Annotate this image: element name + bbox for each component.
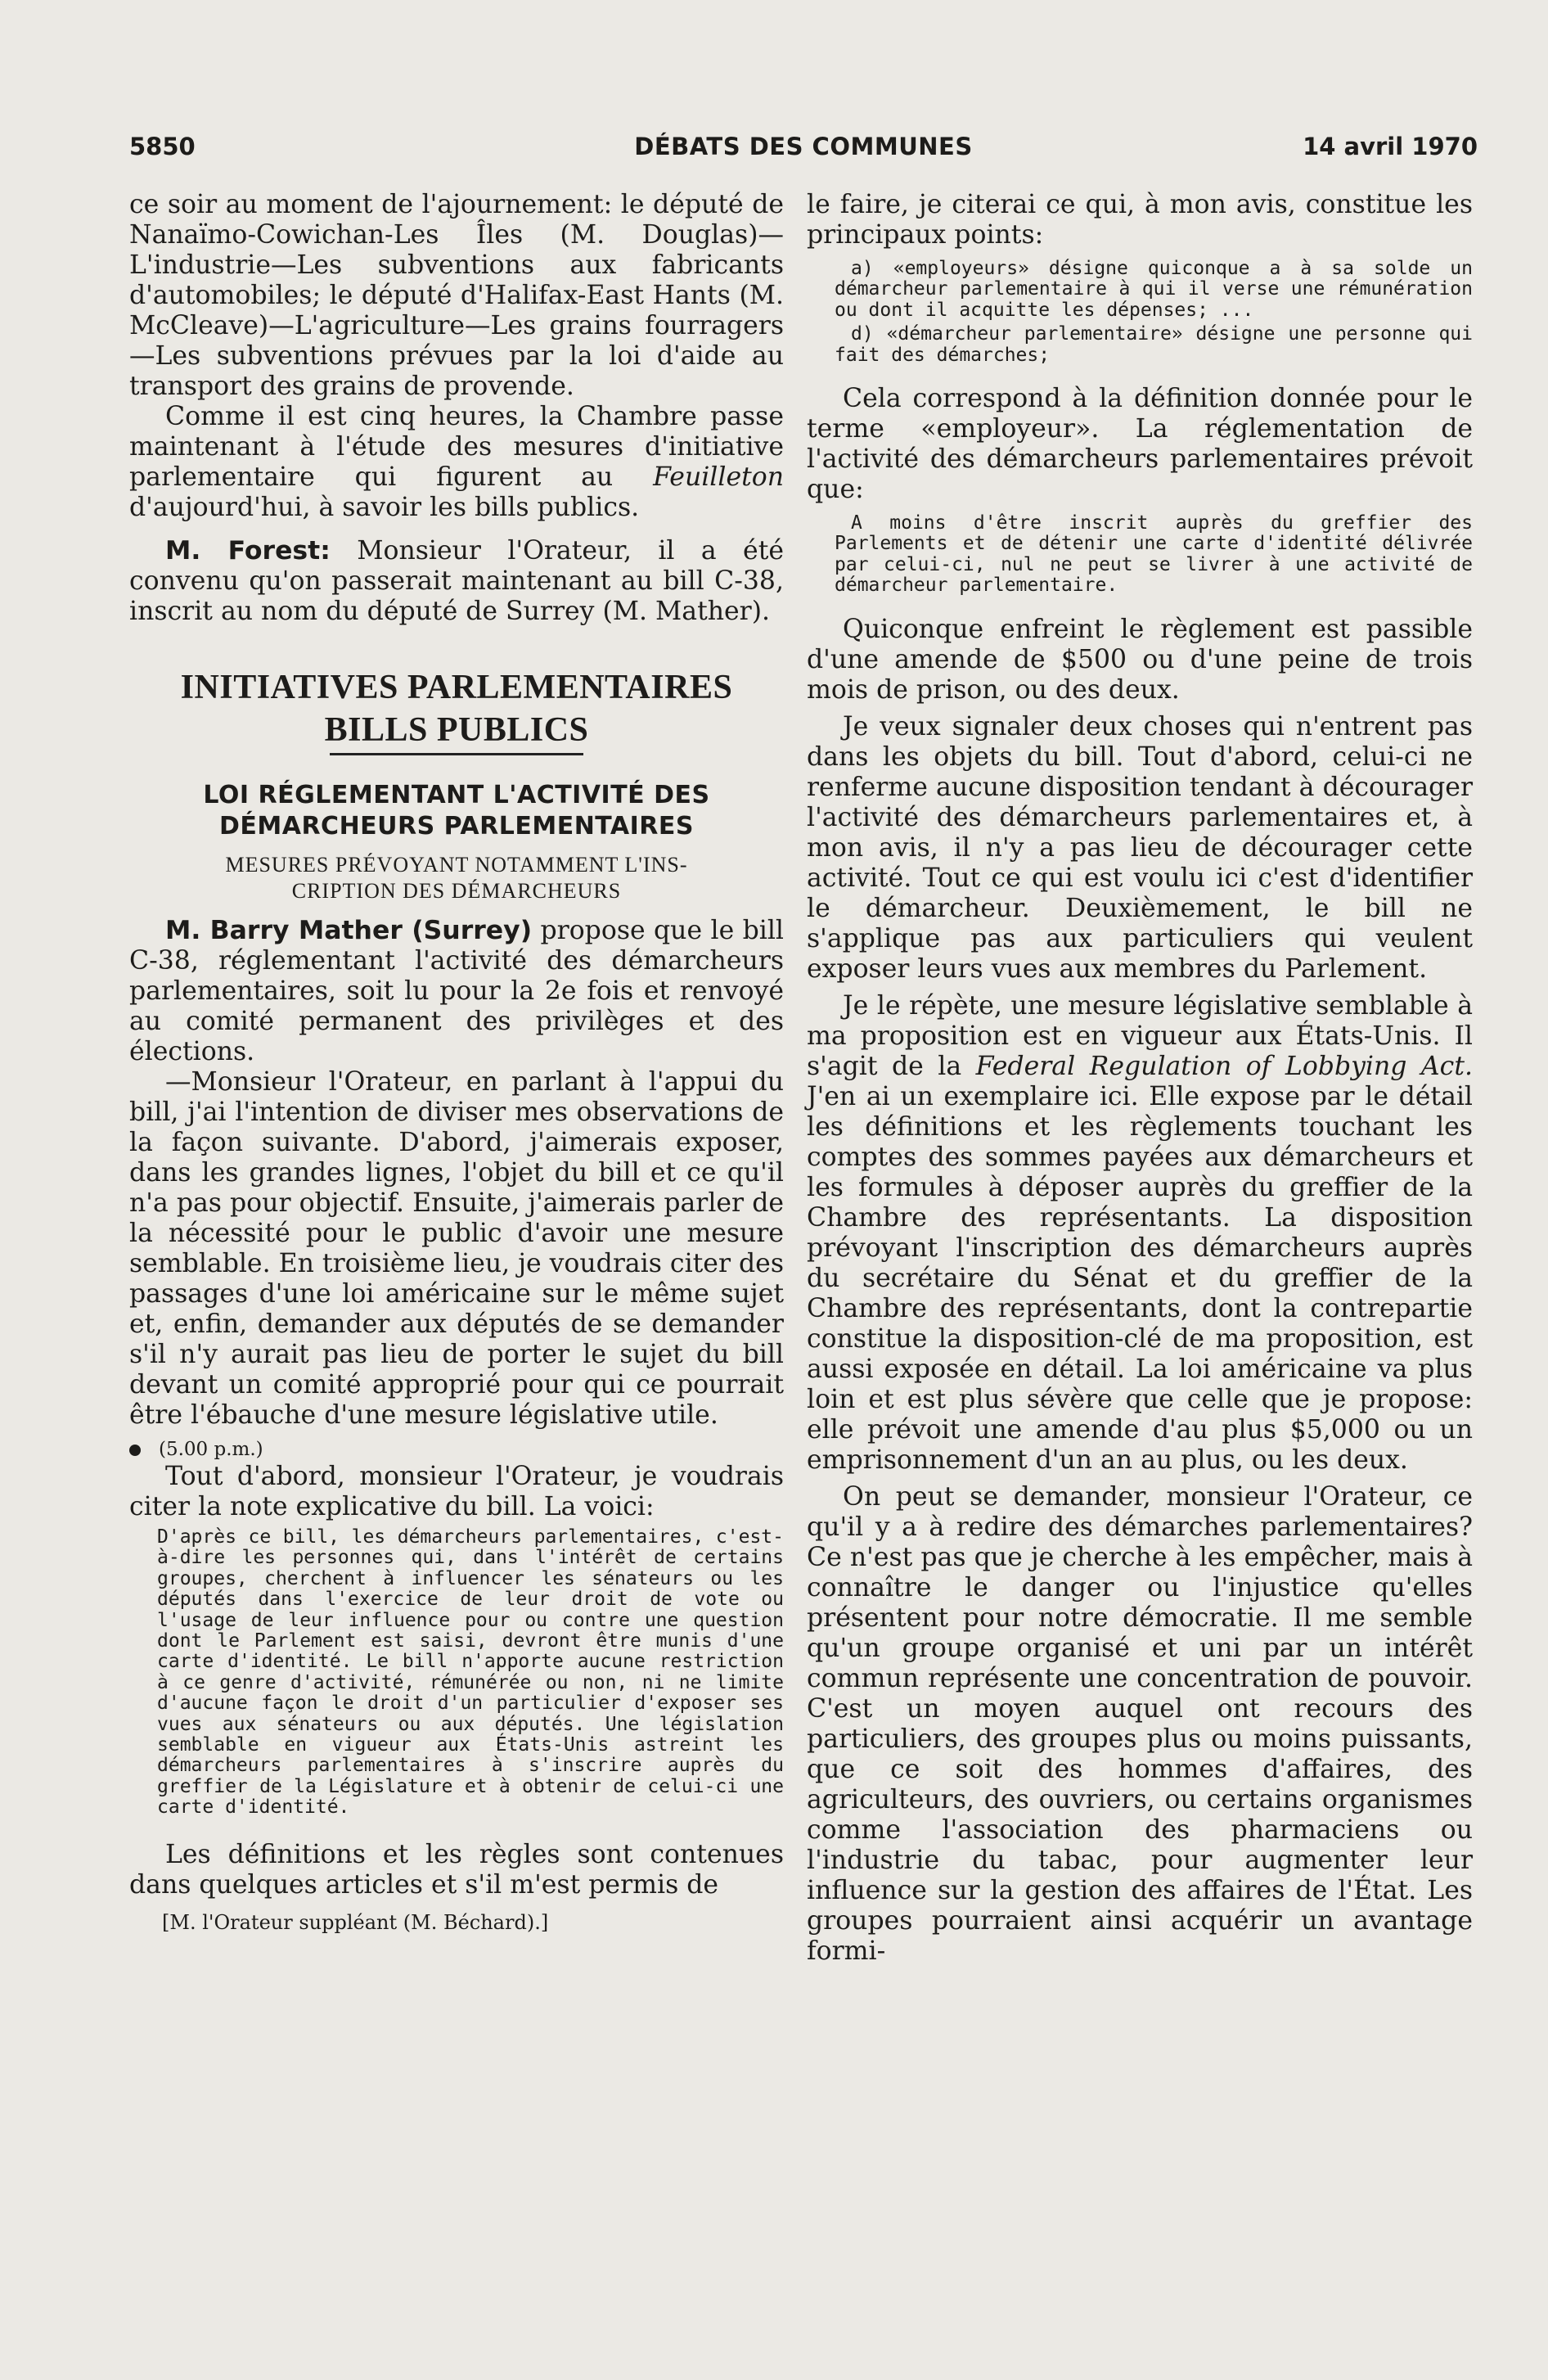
time-marker: (5.00 p.m.): [129, 1437, 784, 1462]
quoted-text: a) «employeurs» désigne quiconque a à sa solde un démarcheur parlementaire à qui il verse une rémunération ou dont il acquitte les dépenses; ...: [835, 258, 1473, 321]
paragraph: le faire, je citerai ce qui, à mon avis, constitue les principaux points:: [807, 190, 1473, 250]
footnote: [M. l'Orateur suppléant (M. Béchard).]: [162, 1910, 549, 1934]
bill-heading: DÉMARCHEURS PARLEMENTAIRES: [218, 812, 695, 841]
paragraph: [129, 536, 784, 627]
paragraph: [129, 402, 784, 523]
speaker-name: M. Forest:: [165, 536, 331, 566]
running-head: [129, 133, 1478, 175]
paragraph-text: d'aujourd'hui, à savoir les bills publics.: [129, 493, 640, 522]
publication-title: DÉBATS DES COMMUNES: [634, 133, 973, 160]
paragraph: Je veux signaler deux choses qui n'entrent pas dans les objets du bill. Tout d'abord, celui-ci ne renferme aucune disposition tendant à décourager l'activité des démarcheurs parlementaires et, à mon avis, il n'y a pas lieu de décourager cette activité. Tout ce qui est voulu ici c'est d'identifier le démarcheur. Deuxièmement, le bill ne s'applique pas aux particuliers qui veulent exposer leurs vues aux membres du Parlement.: [807, 711, 1473, 984]
left-column: [129, 190, 784, 1935]
quoted-text: A moins d'être inscrit auprès du greffier des Parlements et de détenir une carte d'identité délivrée par celui-ci, nul ne peut se livrer à une activité de démarcheur parlementaire.: [835, 512, 1473, 597]
page-number: 5850: [129, 133, 196, 160]
paragraph: —Monsieur l'Orateur, en parlant à l'appui du bill, j'ai l'intention de diviser mes observations de la façon suivante. D'abord, j'aimerais exposer, dans les grandes lignes, l'objet du bill et ce qu'il n'a pas pour objectif. Ensuite, j'aimerais parler de la nécessité pour le public d'avoir une mesure semblable. En troisième lieu, je voudrais citer des passages d'une loi américaine sur le même sujet et, enfin, demander aux députés de se demander s'il n'y aurait pas lieu de porter le sujet du bill devant un comité approprié pour qui ce pourrait être l'ébauche d'une mesure législative utile.: [129, 1067, 784, 1430]
paragraph-text: Je le répète, une mesure législative semblable à ma proposition est en vigueur aux États-Unis. Il s'agit de la: [807, 990, 1473, 1081]
paragraph: Cela correspond à la définition donnée pour le terme «employeur». La réglementation de l'activité des démarcheurs parlementaires prévoit que:: [807, 384, 1473, 505]
bill-subheading: CRIPTION DES DÉMARCHEURS: [291, 879, 622, 903]
italic-text: Feuilleton: [653, 462, 785, 492]
divider: [330, 753, 583, 755]
quoted-text: D'après ce bill, les démarcheurs parlementaires, c'est-à-dire les personnes qui, dans l'intérêt de certains groupes, cherchent à influencer les sénateurs ou les députés dans l'exercice de leur droit de vote ou l'usage de leur influence pour ou contre une question dont le Parlement est saisi, devront être munis d'une carte d'identité. Le bill n'apporte aucune restriction à ce genre d'activité, rémunérée ou non, ni ne limite d'aucune façon le droit d'un particulier d'exposer ses vues aux sénateurs ou aux députés. Une législation semblable en vigueur aux États-Unis astreint les démarcheurs parlementaires à s'inscrire auprès du greffier de la Législature et à obtenir de celui-ci une carte d'identité.: [157, 1526, 784, 1819]
paragraph-text: propose que le bill C-38, réglementant l'activité des démarcheurs parlementaires, soit lu pour la 2e fois et renvoyé au comité permanent des privilèges et des élections.: [129, 916, 785, 1066]
issue-date: 14 avril 1970: [1303, 133, 1478, 160]
speaker-name: M. Barry Mather (Surrey): [165, 916, 533, 945]
quoted-text: d) «démarcheur parlementaire» désigne une personne qui fait des démarches;: [835, 323, 1473, 366]
bill-subheading: MESURES PRÉVOYANT NOTAMMENT L'INS-: [225, 853, 688, 877]
paragraph-text: J'en ai un exemplaire ici. Elle expose par le détail les définitions et les règlements touchant les comptes des sommes payées aux démarcheurs et les formules à déposer auprès du greffier de la Chambre des représentants. La disposition prévoyant l'inscription des démarcheurs auprès du secrétaire du Sénat et du greffier de la Chambre des représentants, dont la contrepartie constitue la disposition-clé de ma proposition, est aussi exposée en détail. La loi américaine va plus loin et est plus sévère que celle que je propose: elle prévoit une amende d'au plus $5,000 ou un emprisonnement d'un an au plus, ou les deux.: [807, 1081, 1473, 1475]
paragraph-text: Comme il est cinq heures, la Chambre passe maintenant à l'étude des mesures d'initiative parlementaire qui figurent au: [129, 402, 784, 492]
paragraph: [807, 991, 1473, 1476]
paragraph: Quiconque enfreint le règlement est passible d'une amende de $500 ou d'une peine de trois mois de prison, ou des deux.: [807, 614, 1473, 705]
paragraph: On peut se demander, monsieur l'Orateur, ce qu'il y a à redire des démarches parlementaires? Ce n'est pas que je cherche à les empêcher, mais à connaître le danger ou l'injustice qu'elles présentent pour notre démocratie. Il me semble qu'un groupe organisé et uni par un intérêt commun représente une concentration de pouvoir. C'est un moyen auquel ont recours des particuliers, des groupes plus ou moins puissants, que ce soit des hommes d'affaires, des agriculteurs, des ouvriers, ou certains organismes comme l'association des pharmaciens ou l'industrie du tabac, pour augmenter leur influence sur la gestion des affaires de l'État. Les groupes pourraient ainsi acquérir un avantage formi-: [807, 1481, 1473, 1966]
paragraph-text: Monsieur l'Orateur, il a été convenu qu'on passerait maintenant au bill C-38, inscrit au nom du député de Surrey (M. Mather).: [129, 536, 784, 626]
italic-text: Federal Regulation of Lobbying Act.: [975, 1051, 1473, 1081]
paragraph: Tout d'abord, monsieur l'Orateur, je voudrais citer la note explicative du bill. La voici:: [129, 1462, 784, 1521]
right-column: [807, 190, 1473, 1967]
bullet-icon: [129, 1445, 141, 1456]
bill-heading: LOI RÉGLEMENTANT L'ACTIVITÉ DES: [203, 781, 710, 809]
paragraph: ce soir au moment de l'ajournement: le député de Nanaïmo-Cowichan-Les Îles (M. Douglas)—L'industrie—Les subventions aux fabricants d'automobiles; le député d'Halifax-East Hants (M. McCleave)—L'agriculture—Les grains fourragers—Les subventions prévues par la loi d'aide au transport des grains de provende.: [129, 190, 784, 401]
section-heading: BILLS PUBLICS: [324, 711, 589, 749]
paragraph: [129, 916, 784, 1067]
paragraph: Les définitions et les règles sont contenues dans quelques articles et s'il m'est permis de: [129, 1839, 784, 1900]
section-heading: INITIATIVES PARLEMENTAIRES: [180, 669, 733, 706]
